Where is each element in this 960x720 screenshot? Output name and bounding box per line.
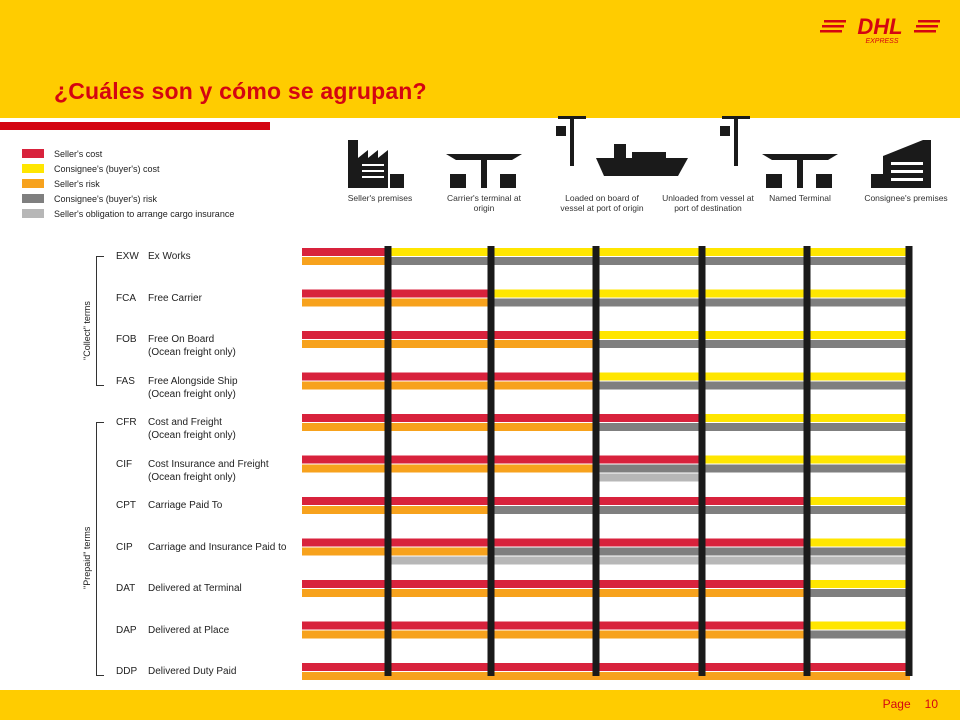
location-divider [906,246,913,676]
seller-risk-bar [302,548,492,556]
factory-icon [348,140,404,188]
seller-cost-bar [302,456,703,464]
bracket-tick [96,385,104,386]
location-label: Named Terminal [769,193,831,203]
term-name: Cost and Freight [148,417,222,428]
buyer-cost-bar [808,539,910,547]
term-code: CFR [116,417,137,428]
insurance-bar [597,474,703,482]
term-name: Carriage and Insurance Paid to [148,541,287,553]
group-label: "Prepaid" terms [82,526,92,589]
page-title: ¿Cuáles son y cómo se agrupan? [54,78,427,104]
buyer-risk-bar [808,631,910,639]
bracket-tick [96,256,104,257]
term-note: (Ocean freight only) [148,388,236,400]
seller-risk-bar [302,382,597,390]
crane-icon [720,116,750,166]
term-code: FCA [116,292,136,304]
term-name: Cost Insurance and Freight [148,458,269,470]
seller-risk-bar [302,589,808,597]
legend-label: Consignee's (buyer's) cost [54,163,160,174]
term-code: CPT [116,500,136,511]
buyer-cost-bar [387,248,910,256]
page-number: 10 [924,697,938,711]
term-code: FOB [116,334,137,345]
legend-label: Consignee's (buyer's) risk [54,193,157,204]
seller-risk-bar [302,465,597,473]
bracket-tick [96,675,104,676]
location-label: Seller's premises [347,193,413,203]
buyer-risk-bar [597,465,910,473]
footer [0,690,960,720]
legend-label: Seller's obligation to arrange cargo insurance [54,208,235,219]
term-name: Delivered Duty Paid [148,666,237,677]
seller-risk-bar [302,257,387,265]
term-code: CIP [116,541,133,553]
dhl-logo-text: DHL [857,14,903,39]
location-label: Consignee's premises [864,193,948,203]
location-divider [593,246,600,676]
term-code: DAP [116,624,137,636]
buyer-cost-bar [597,331,910,339]
page-indicator [883,697,938,711]
buyer-risk-bar [597,340,910,348]
location-divider [385,246,392,676]
seller-cost-bar [302,248,387,256]
seller-risk-bar [302,631,808,639]
term-note: (Ocean freight only) [148,430,236,441]
term-code: CIF [116,458,133,470]
term-name: Delivered at Terminal [148,583,242,594]
buyer-risk-bar [808,589,910,597]
seller-risk-bar [302,299,492,307]
buyer-cost-bar [808,622,910,630]
terminal-icon [446,154,522,188]
term-code: DAT [116,583,136,594]
location-divider [804,246,811,676]
seller-cost-bar [302,663,910,671]
location-label: Carrier's terminal at origin [447,193,521,213]
buyer-risk-bar [387,257,910,265]
location-label: Unloaded from vessel at port of destination [662,193,754,213]
seller-cost-bar [302,580,808,588]
term-code: DDP [116,666,138,677]
dhl-logo-subtext: EXPRESS [865,38,899,45]
bracket-tick [96,422,104,423]
location-label: Loaded on board of vessel at port of origin [560,193,644,213]
term-name: Carriage Paid To [148,500,223,511]
buyer-cost-bar [808,497,910,505]
seller-cost-bar [302,414,703,422]
term-name: Free On Board [148,334,215,345]
term-code: FAS [116,375,135,387]
warehouse-icon [871,140,931,188]
buyer-cost-bar [808,580,910,588]
buyer-risk-bar [597,382,910,390]
insurance-bar [387,557,910,565]
legend-label: Seller's risk [54,178,100,189]
group-bracket [96,422,97,675]
term-name: Free Carrier [148,292,202,304]
buyer-cost-bar [597,373,910,381]
page-label: Page [882,697,911,711]
seller-risk-bar [302,672,910,680]
seller-risk-bar [302,423,597,431]
group-label: "Collect" terms [82,301,92,361]
term-code: EXW [116,251,139,262]
seller-cost-bar [302,622,808,630]
seller-cost-bar [302,539,808,547]
group-bracket [96,256,97,385]
buyer-risk-bar [597,423,910,431]
location-divider [488,246,495,676]
term-name: Ex Works [148,251,191,262]
terminal-icon [762,154,838,188]
seller-cost-bar [302,497,808,505]
term-note: (Ocean freight only) [148,347,236,358]
seller-cost-bar [302,331,597,339]
legend-label: Seller's cost [54,148,103,159]
crane-icon [556,116,688,176]
seller-risk-bar [302,506,492,514]
term-note: (Ocean freight only) [148,471,236,483]
seller-cost-bar [302,373,597,381]
term-name: Delivered at Place [148,624,230,636]
term-name: Free Alongside Ship [148,375,238,387]
seller-risk-bar [302,340,597,348]
location-divider [699,246,706,676]
seller-cost-bar [302,290,492,298]
